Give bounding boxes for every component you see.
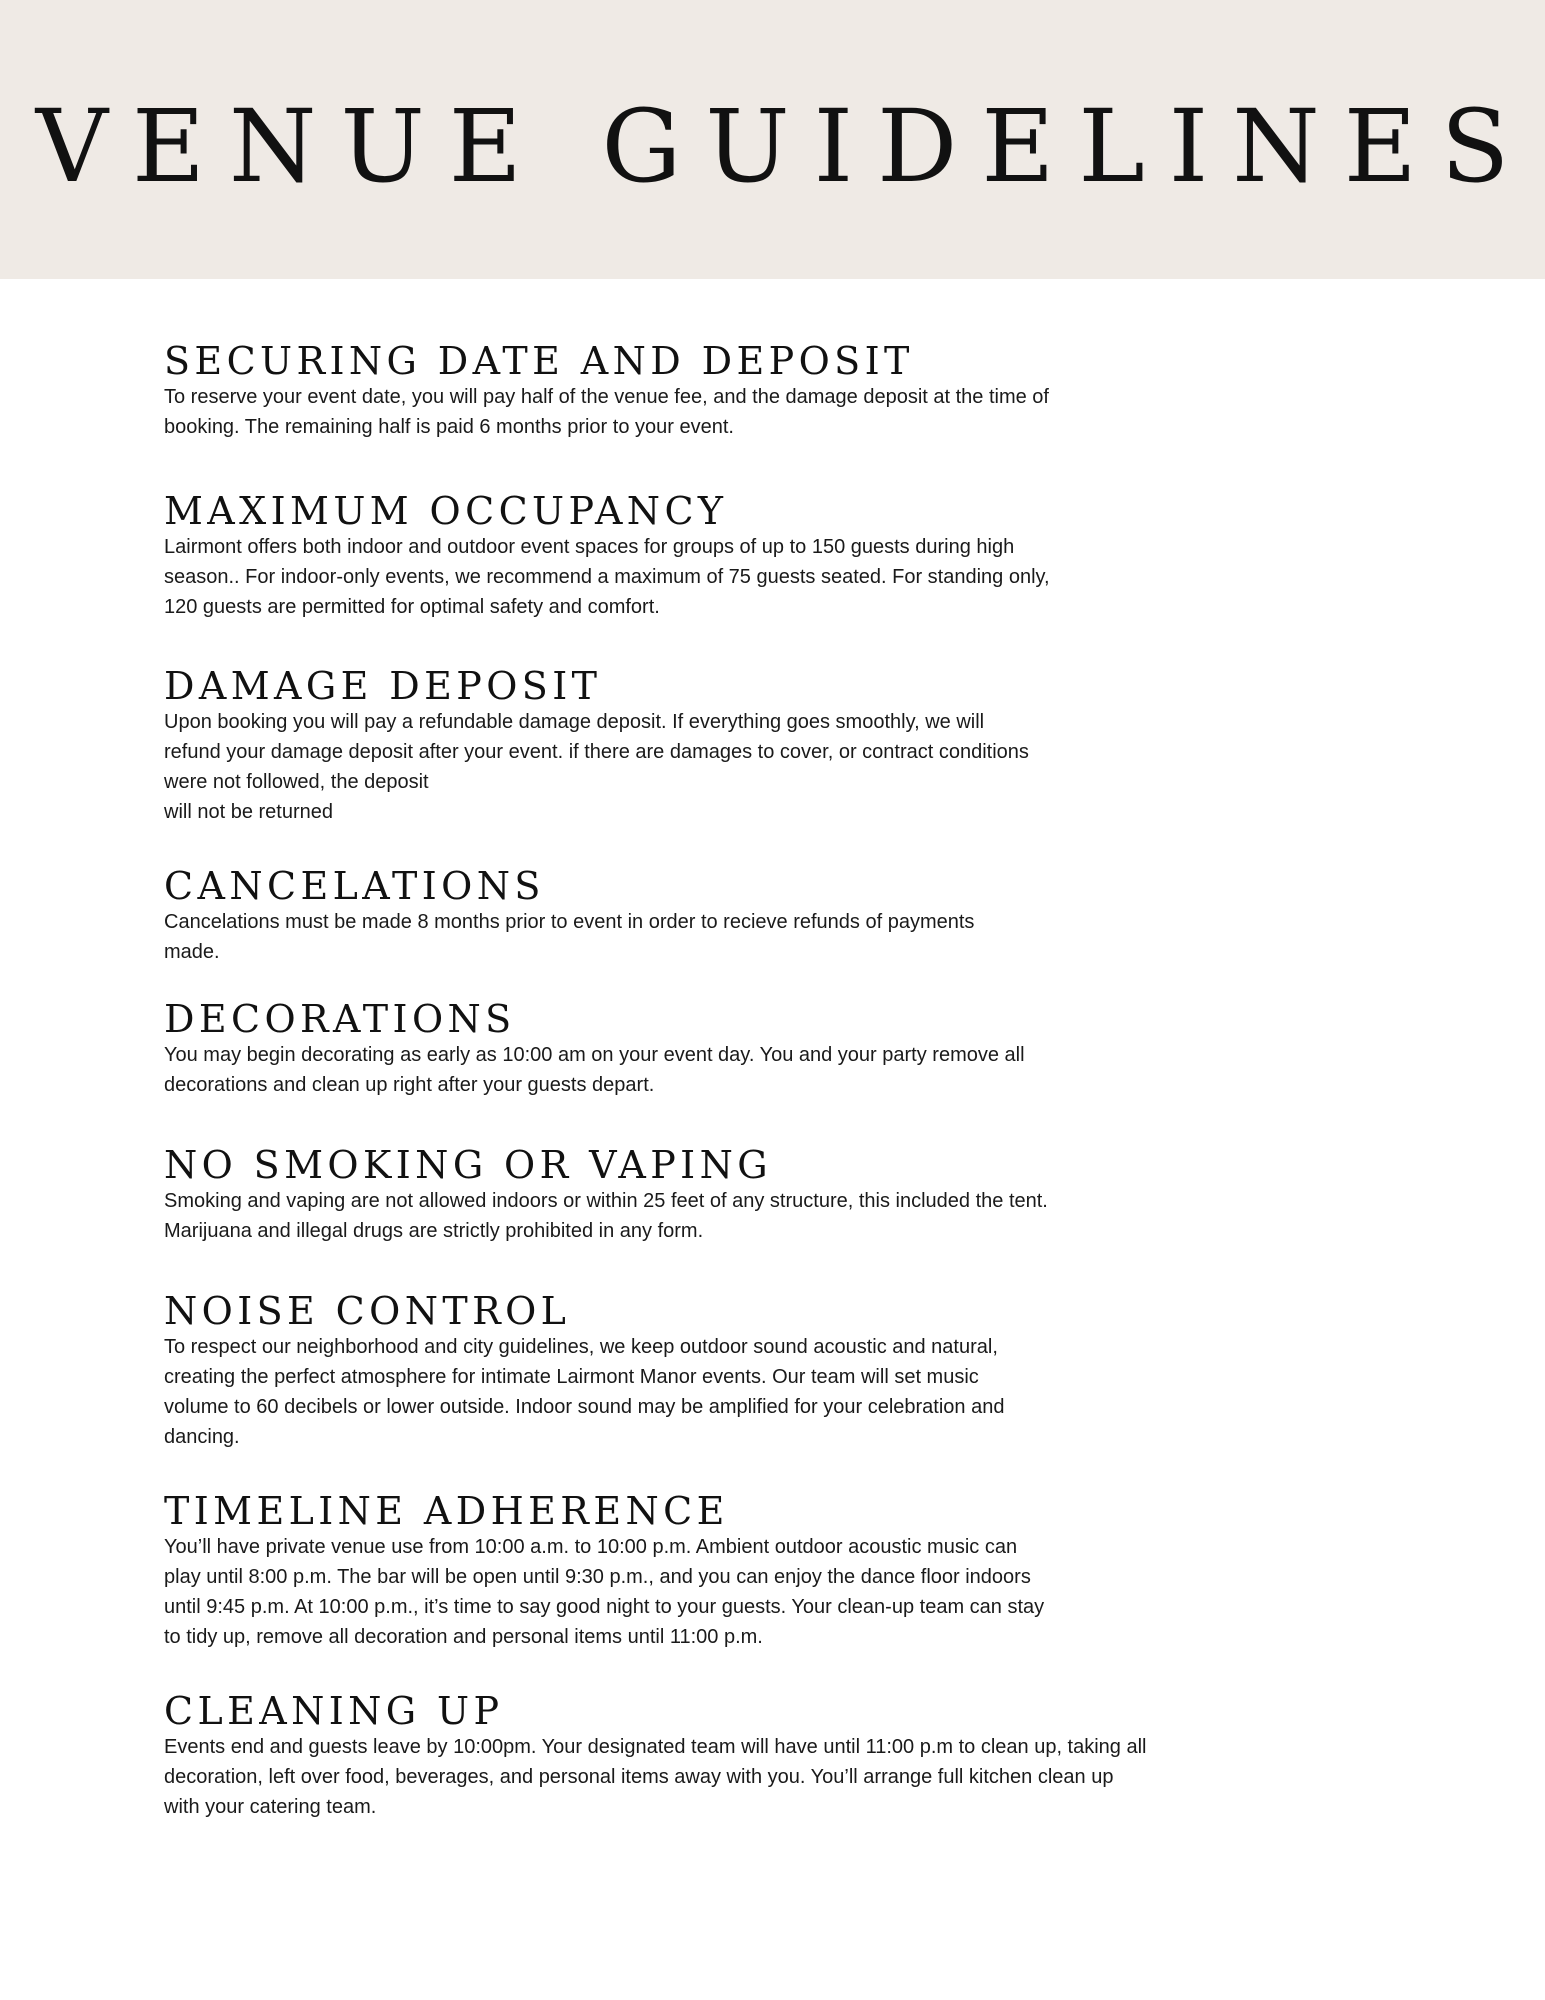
body-line: with your catering team. (164, 1796, 377, 1818)
section-cleaning-up (164, 1690, 1274, 1822)
body-line: booking. The remaining half is paid 6 months prior to your event. (164, 416, 734, 438)
section-heading: MAXIMUM OCCUPANCY (164, 489, 728, 533)
body-line: dancing. (164, 1426, 240, 1448)
body-line: To reserve your event date, you will pay half of the venue fee, and the damage deposit at the time of (164, 386, 1049, 408)
section-body (164, 1040, 1274, 1100)
body-line: made. (164, 941, 220, 963)
section-body (164, 707, 1274, 827)
section-damage-deposit (164, 665, 1274, 827)
section-noise-control (164, 1290, 1274, 1452)
body-line: Smoking and vaping are not allowed indoors or within 25 feet of any structure, this included the tent. (164, 1190, 1048, 1212)
body-line: will not be returned (164, 801, 333, 823)
section-body (164, 1732, 1274, 1822)
section-body (164, 1532, 1274, 1652)
section-body (164, 1186, 1274, 1246)
body-line: You’ll have private venue use from 10:00 a.m. to 10:00 p.m. Ambient outdoor acoustic music can (164, 1536, 1018, 1558)
section-heading: SECURING DATE AND DEPOSIT (164, 339, 914, 383)
body-line: To respect our neighborhood and city guidelines, we keep outdoor sound acoustic and natural, (164, 1336, 998, 1358)
section-body (164, 532, 1274, 622)
section-decorations (164, 998, 1274, 1100)
section-timeline-adherence (164, 1490, 1274, 1652)
body-line: You may begin decorating as early as 10:00 am on your event day. You and your party remove all (164, 1044, 1025, 1066)
section-heading: DAMAGE DEPOSIT (164, 664, 602, 708)
section-heading: CANCELATIONS (164, 864, 545, 908)
section-heading: TIMELINE ADHERENCE (164, 1489, 729, 1533)
section-heading: NO SMOKING OR VAPING (164, 1143, 772, 1187)
body-line: until 9:45 p.m. At 10:00 p.m., it’s time to say good night to your guests. Your clean-up team can stay (164, 1596, 1045, 1618)
section-body (164, 1332, 1274, 1452)
body-line: Marijuana and illegal drugs are strictly prohibited in any form. (164, 1220, 704, 1242)
body-line: refund your damage deposit after your event. if there are damages to cover, or contract conditions (164, 741, 1029, 763)
page-title: VENUE GUIDELINES (35, 88, 1534, 205)
section-body (164, 382, 1274, 442)
body-line: decorations and clean up right after your guests depart. (164, 1074, 655, 1096)
section-heading: DECORATIONS (164, 997, 516, 1041)
header-band (0, 0, 1545, 279)
body-line: play until 8:00 p.m. The bar will be open until 9:30 p.m., and you can enjoy the dance floor indoors (164, 1566, 1031, 1588)
body-line: Events end and guests leave by 10:00pm. Your designated team will have until 11:00 p.m to clean up, taking all (164, 1736, 1147, 1758)
body-line: Cancelations must be made 8 months prior to event in order to recieve refunds of payments (164, 911, 975, 933)
section-securing-date (164, 340, 1274, 442)
section-body (164, 907, 1274, 967)
section-heading: CLEANING UP (164, 1689, 504, 1733)
section-cancelations (164, 865, 1274, 967)
body-line: creating the perfect atmosphere for intimate Lairmont Manor events. Our team will set music (164, 1366, 979, 1388)
body-line: to tidy up, remove all decoration and personal items until 11:00 p.m. (164, 1626, 763, 1648)
body-line: Upon booking you will pay a refundable damage deposit. If everything goes smoothly, we will (164, 711, 985, 733)
body-line: season.. For indoor-only events, we recommend a maximum of 75 guests seated. For standing only, (164, 566, 1050, 588)
section-no-smoking (164, 1144, 1274, 1246)
section-maximum-occupancy (164, 490, 1274, 622)
body-line: Lairmont offers both indoor and outdoor event spaces for groups of up to 150 guests during high (164, 536, 1015, 558)
body-line: were not followed, the deposit (164, 771, 429, 793)
body-line: 120 guests are permitted for optimal safety and comfort. (164, 596, 660, 618)
body-line: decoration, left over food, beverages, and personal items away with you. You’ll arrange full kitchen clean up (164, 1766, 1114, 1788)
body-line: volume to 60 decibels or lower outside. Indoor sound may be amplified for your celebration and (164, 1396, 1005, 1418)
section-heading: NOISE CONTROL (164, 1289, 571, 1333)
